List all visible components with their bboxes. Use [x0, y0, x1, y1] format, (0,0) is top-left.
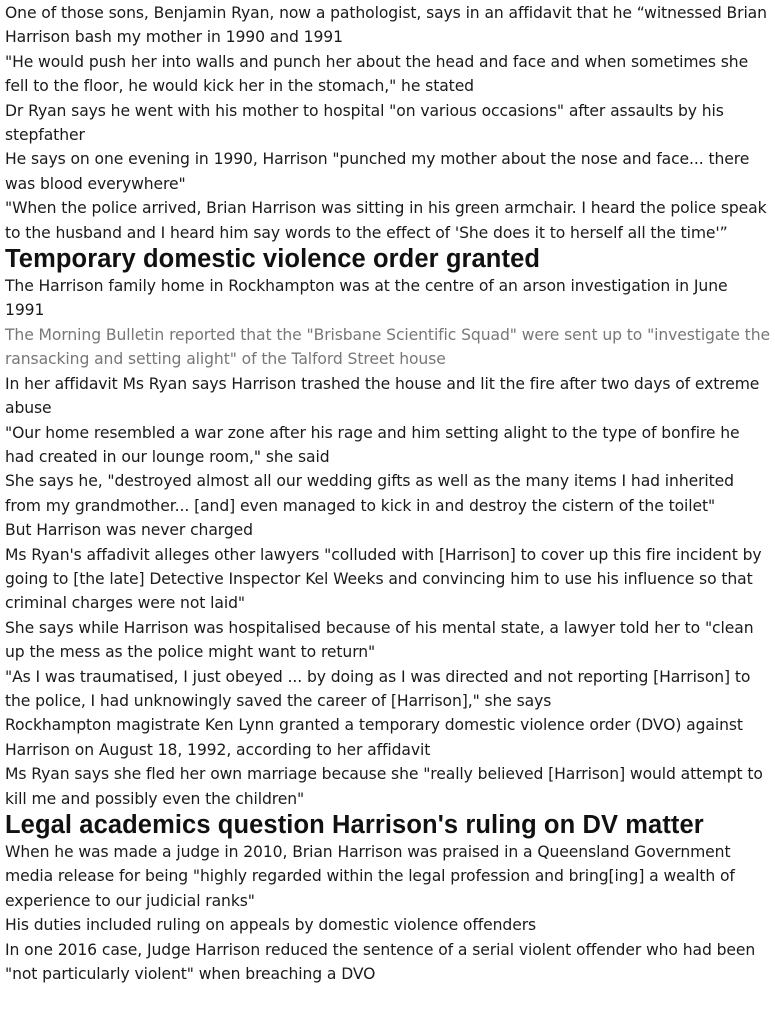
paragraph: The Harrison family home in Rockhampton was at the centre of an arson investigation in June 1991 — [5, 277, 728, 320]
paragraph: Dr Ryan says he went with his mother to hospital "on various occasions" after assaults by his stepfather — [5, 101, 724, 145]
paragraph: "He would push her into walls and punch her about the head and face and when sometimes she fell to the floor, he would kick her in the stomach," he stated — [5, 52, 749, 96]
paragraph: In one 2016 case, Judge Harrison reduced the sentence of a serial violent offender who had been "not particularly violent" when breaching a DVO — [5, 940, 756, 984]
paragraph: He says on one evening in 1990, Harrison "punched my mother about the nose and face... there was blood everywhere" — [5, 150, 750, 193]
paragraph: When he was made a judge in 2010, Brian Harrison was praised in a Queensland Government media release for being "highly regarded within the legal profession and bring[ing] a wealth of experience to our judicial ranks" — [5, 843, 735, 910]
paragraph: "When the police arrived, Brian Harrison was sitting in his green armchair. I heard the police speak to the husband and I heard him say words to the effect of 'She does it to herself all the time'” — [5, 199, 767, 242]
paragraph: "Our home resembled a war zone after his rage and him setting alight to the type of bonfire he had created in our lounge room," she said — [5, 423, 740, 466]
paragraph: One of those sons, Benjamin Ryan, now a pathologist, says in an affidavit that he “witnessed Brian Harrison bash my mother in 1990 and 1991 — [5, 4, 767, 47]
paragraph: Ms Ryan says she fled her own marriage because she "really believed [Harrison] would attempt to kill me and possibly even the children" — [5, 765, 763, 808]
paragraph: Rockhampton magistrate Ken Lynn granted a temporary domestic violence order (DVO) against Harrison on August 18, 1992, according to her affidavit — [5, 716, 743, 759]
paragraph: But Harrison was never charged — [5, 521, 253, 540]
paragraph: "As I was traumatised, I just obeyed ... by doing as I was directed and not reporting [Harrison] to the police, I had unknowingly saved the career of [Harrison]," she says — [5, 667, 751, 710]
section-heading: Temporary domestic violence order granted — [5, 245, 541, 274]
paragraph: Ms Ryan's affadivit alleges other lawyers "colluded with [Harrison] to cover up this fire incident by going to [the late] Detective Inspector Kel Weeks and convincing him to use his influence so that criminal charges were not laid" — [5, 545, 762, 613]
section-heading: Legal academics question Harrison's ruling on DV matter — [5, 811, 704, 839]
paragraph: She says he, "destroyed almost all our wedding gifts as well as the many items I had inherited from my grandmother... [and] even managed to kick in and destroy the cistern of the toilet" — [5, 472, 734, 515]
paragraph: In her affidavit Ms Ryan says Harrison trashed the house and lit the fire after two days of extreme abuse — [5, 374, 760, 418]
paragraph: She says while Harrison was hospitalised because of his mental state, a lawyer told her to "clean up the mess as the police might want to return" — [5, 618, 754, 662]
paragraph: His duties included ruling on appeals by domestic violence offenders — [5, 916, 537, 935]
image-caption: The Morning Bulletin reported that the "Brisbane Scientific Squad" were sent up to "investigate the ransacking and setting alight" of the Talford Street house — [5, 325, 770, 369]
